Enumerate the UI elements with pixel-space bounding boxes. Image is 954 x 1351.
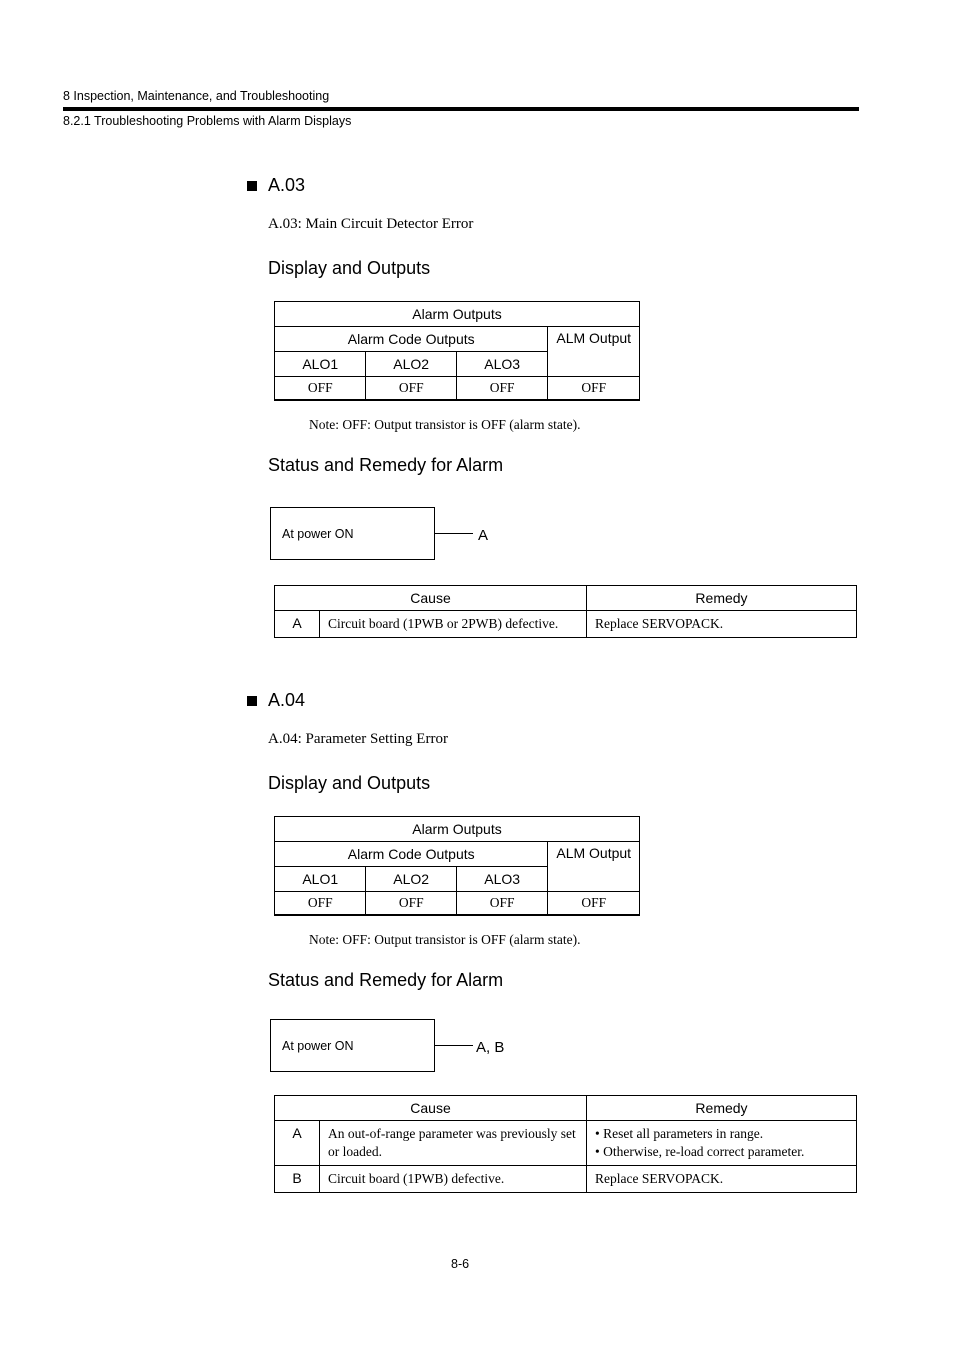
status-box [270, 1019, 435, 1072]
remedy-cell [587, 1121, 857, 1166]
page-number: 8-6 [451, 1257, 470, 1271]
cause-header: Cause [275, 1096, 587, 1121]
remedy-header: Remedy [587, 1096, 857, 1121]
status-label: A [478, 527, 489, 544]
outputs-note: Note: OFF: Output transistor is OFF (alarm state). [309, 417, 581, 432]
alm-value: OFF [548, 892, 640, 916]
alarm-outputs-table [274, 301, 640, 401]
remedy-bullet: • Otherwise, re-load correct parameter. [595, 1144, 805, 1159]
alo3-header: ALO3 [456, 352, 547, 377]
remedy-cell: Replace SERVOPACK. [587, 1166, 857, 1193]
cause-cell: Circuit board (1PWB or 2PWB) defective. [320, 611, 587, 638]
status-box-text: At power ON [282, 526, 354, 541]
status-connector-line [435, 1045, 473, 1046]
status-box-text: At power ON [282, 1038, 354, 1053]
row-id: A [275, 1121, 320, 1166]
section-title-text: A.04 [268, 690, 306, 710]
alm-value: OFF [548, 377, 640, 401]
section-description: A.04: Parameter Setting Error [268, 731, 448, 747]
alo2-header: ALO2 [366, 867, 456, 892]
chapter-header: 8 Inspection, Maintenance, and Troubleshooting [63, 89, 330, 103]
display-outputs-heading: Display and Outputs [268, 773, 431, 793]
cause-remedy-table [274, 585, 857, 638]
alarm-code-outputs-header: Alarm Code Outputs [275, 327, 548, 352]
cause-header: Cause [275, 586, 587, 611]
section-title-a04 [247, 690, 305, 711]
alo1-header: ALO1 [275, 867, 366, 892]
alo1-header: ALO1 [275, 352, 366, 377]
alm-output-header: ALM Output [548, 327, 640, 377]
status-remedy-heading: Status and Remedy for Alarm [268, 455, 504, 475]
section-title-a03 [247, 175, 305, 196]
alo2-value: OFF [366, 377, 456, 401]
alo2-value: OFF [366, 892, 456, 916]
alo2-header: ALO2 [366, 352, 456, 377]
cause-cell: An out-of-range parameter was previously set or loaded. [320, 1121, 587, 1166]
alarm-outputs-table [274, 816, 640, 916]
status-box [270, 507, 435, 560]
alo3-header: ALO3 [456, 867, 547, 892]
header-rule [63, 107, 859, 111]
cause-remedy-table [274, 1095, 857, 1193]
square-bullet-icon [247, 181, 257, 191]
section-description: A.03: Main Circuit Detector Error [268, 216, 474, 232]
alo3-value: OFF [456, 892, 547, 916]
remedy-bullet: • Reset all parameters in range. [595, 1126, 764, 1141]
remedy-cell: Replace SERVOPACK. [587, 611, 857, 638]
alarm-code-outputs-header: Alarm Code Outputs [275, 842, 548, 867]
alo1-value: OFF [275, 892, 366, 916]
cause-cell: Circuit board (1PWB) defective. [320, 1166, 587, 1193]
status-remedy-heading: Status and Remedy for Alarm [268, 970, 504, 990]
display-outputs-heading: Display and Outputs [268, 258, 431, 278]
section-header: 8.2.1 Troubleshooting Problems with Alarm Displays [63, 114, 352, 128]
row-id: B [275, 1166, 320, 1193]
alm-output-header: ALM Output [548, 842, 640, 892]
section-title-text: A.03 [268, 175, 306, 195]
status-connector-line [435, 533, 473, 534]
square-bullet-icon [247, 696, 257, 706]
status-label: A, B [476, 1039, 505, 1056]
row-id: A [275, 611, 320, 638]
outputs-note: Note: OFF: Output transistor is OFF (alarm state). [309, 932, 581, 947]
alo1-value: OFF [275, 377, 366, 401]
remedy-header: Remedy [587, 586, 857, 611]
alo3-value: OFF [456, 377, 547, 401]
alarm-outputs-header: Alarm Outputs [275, 302, 640, 327]
alarm-outputs-header: Alarm Outputs [275, 817, 640, 842]
